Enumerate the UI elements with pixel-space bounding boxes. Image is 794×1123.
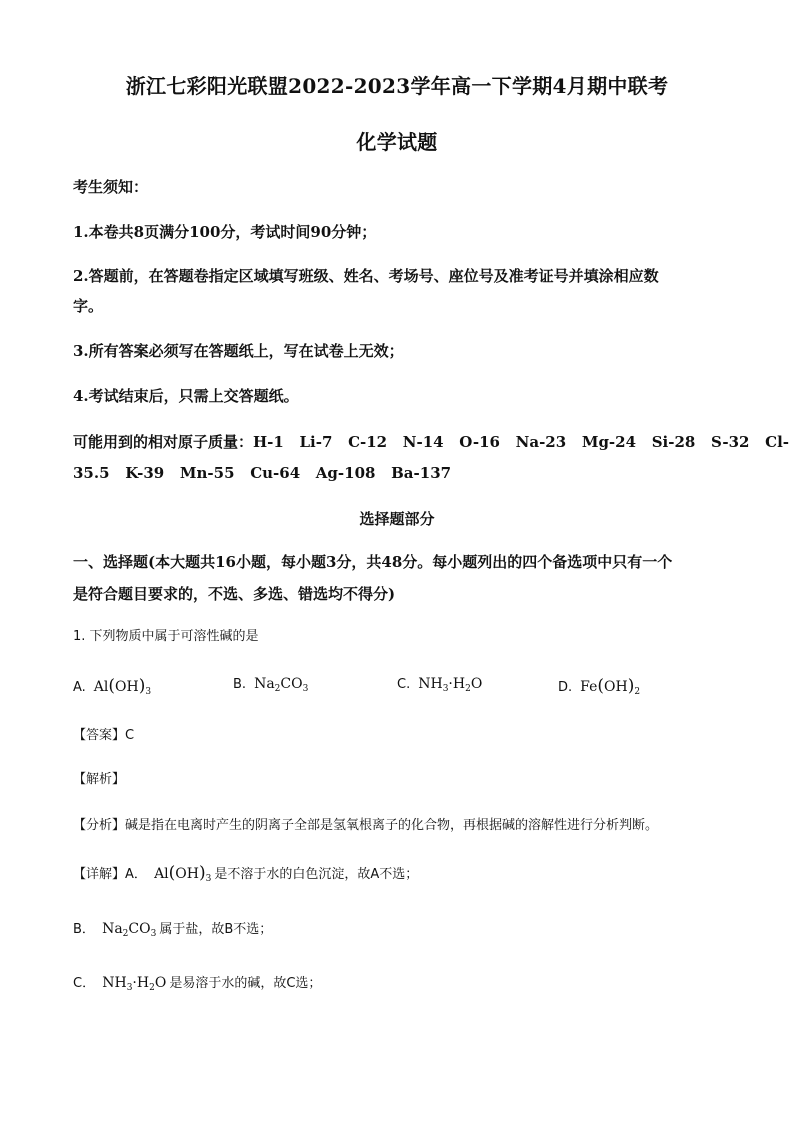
exam-subtitle: 化学试题 [356,130,438,154]
section-instruction-line-2: 是符合题目要求的，不选、多选、错选均不得分) [73,585,396,603]
notice-item-3: 3.所有答案必须写在答题纸上，写在试卷上无效； [73,342,404,360]
analysis-tag: 【解析】 [73,772,126,787]
option-a [73,676,151,696]
detail-tag: 【详解】 [73,867,126,882]
question-1-stem: 1. 下列物质中属于可溶性碱的是 [73,629,259,644]
option-b-formula: $Na_2CO_3$ [254,676,309,694]
answer-value: C [125,728,135,743]
fenxi-line [73,817,658,835]
detail-c-line [73,974,321,993]
fenxi-text: 碱是指在电离时产生的阴离子全部是氢氧根离子的化合物，再根据碱的溶解性进行分析判断。 [125,818,659,833]
detail-a-text: 是不溶于水的白色沉淀，故A不选； [214,867,419,882]
answer-line [73,727,134,745]
detail-a-formula: $Al(OH)_3$ [154,863,212,884]
option-c [397,676,482,692]
atomic-mass-line-2: 35.5 K-39 Mn-55 Cu-64 Ag-108 Ba-137 [73,464,452,482]
fenxi-tag: 【分析】 [73,818,126,833]
section-title: 选择题部分 [359,510,435,528]
option-d-formula: $Fe(OH)_2$ [580,676,641,697]
notice-item-2-line-1: 2.答题前，在答题卷指定区域填写班级、姓名、考场号、座位号及准考证号并填涂相应数 [73,267,659,285]
detail-a-prefix: A． [125,867,147,882]
option-b-label: B. [233,677,247,692]
detail-b-line [73,920,272,939]
option-d [558,676,640,696]
option-a-label: A. [73,680,86,695]
section-instruction-line-1: 一、选择题(本大题共16小题，每小题3分，共48分。每小题列出的四个备选项中只有一个 [73,553,673,571]
detail-b-formula: $Na_2CO_3$ [102,921,157,939]
notice-item-1: 1.本卷共8页满分100分，考试时间90分钟； [73,223,377,241]
detail-c-text: 是易溶于水的碱，故C选； [169,976,322,991]
option-b [233,676,308,692]
option-d-label: D. [558,680,573,695]
option-a-formula: $Al(OH)_3$ [93,676,152,697]
detail-b-prefix: B． [73,922,95,937]
notice-heading: 考生须知： [73,178,149,196]
notice-item-2-line-2: 字。 [73,297,104,315]
answer-tag: 【答案】 [73,728,126,743]
detail-b-text: 属于盐，故B不选； [159,922,273,937]
option-c-formula: $NH_3\cdot H_2O$ [418,676,483,694]
exam-title: 浙江七彩阳光联盟2022-2023学年高一下学期4月期中联考 [125,74,669,98]
detail-c-prefix: C． [73,976,96,991]
detail-c-formula: $NH_3\cdot H_2O$ [102,975,167,993]
option-c-label: C. [397,677,411,692]
atomic-mass-line-1: 可能用到的相对原子质量：H-1 Li-7 C-12 N-14 O-16 Na-23 Mg-24 Si-28 S-32 Cl- [73,433,790,451]
notice-item-4: 4.考试结束后，只需上交答题纸。 [73,387,299,405]
detail-a-line [73,864,418,884]
